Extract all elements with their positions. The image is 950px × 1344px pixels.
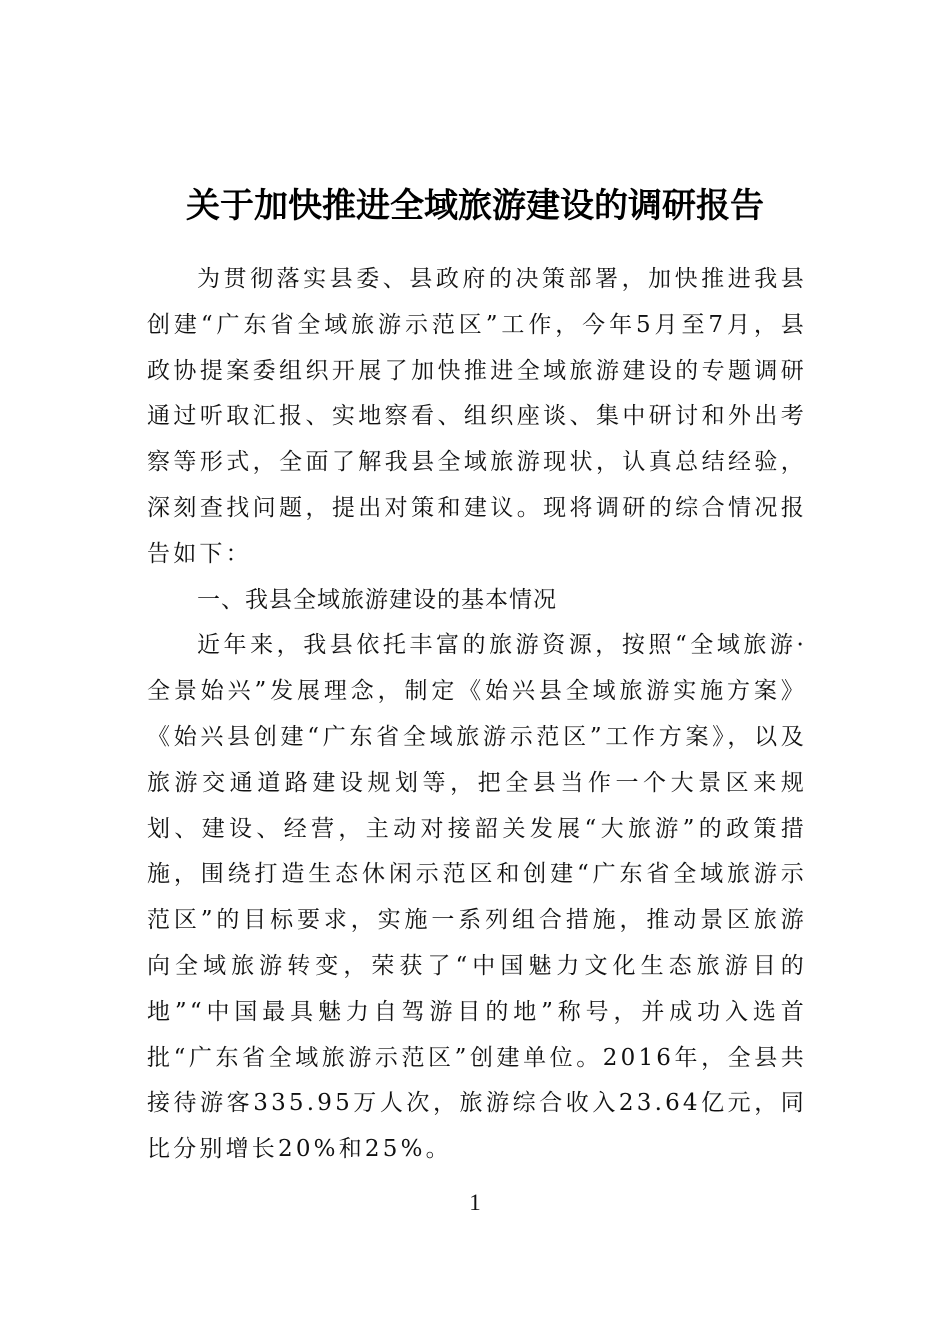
document-body (147, 257, 807, 1173)
document-title: 关于加快推进全域旅游建设的调研报告 (186, 185, 764, 226)
page-number: 1 (469, 1190, 481, 1215)
intro-paragraph: 为贯彻落实县委、县政府的决策部署，加快推进我县创建“广东省全域旅游示范区”工作，今年5月至7月，县政协提案委组织开展了加快推进全域旅游建设的专题调研通过听取汇报、实地察看、组织座谈、集中研讨和外出考察等形式，全面了解我县全域旅游现状，认真总结经验，深刻查找问题，提出对策和建议。现将调研的综合情况报告如下： (147, 266, 807, 567)
section-heading: 一、我县全域旅游建设的基本情况 (197, 586, 557, 613)
section-paragraph: 近年来，我县依托丰富的旅游资源，按照“全域旅游·全景始兴”发展理念，制定《始兴县全域旅游实施方案》《始兴县创建“广东省全域旅游示范区”工作方案》，以及旅游交通道路建设规划等，把全县当作一个大景区来规划、建设、经营，主动对接韶关发展“大旅游”的政策措施，围绕打造生态休闲示范区和创建“广东省全域旅游示范区”的目标要求，实施一系列组合措施，推动景区旅游向全域旅游转变，荣获了“中国魅力文化生态旅游目的地”“中国最具魅力自驾游目的地”称号，并成功入选首批“广东省全域旅游示范区”创建单位。2016年，全县共接待游客335.95万人次，旅游综合收入23.64亿元，同比分别增长20%和25%。 (147, 632, 807, 1163)
